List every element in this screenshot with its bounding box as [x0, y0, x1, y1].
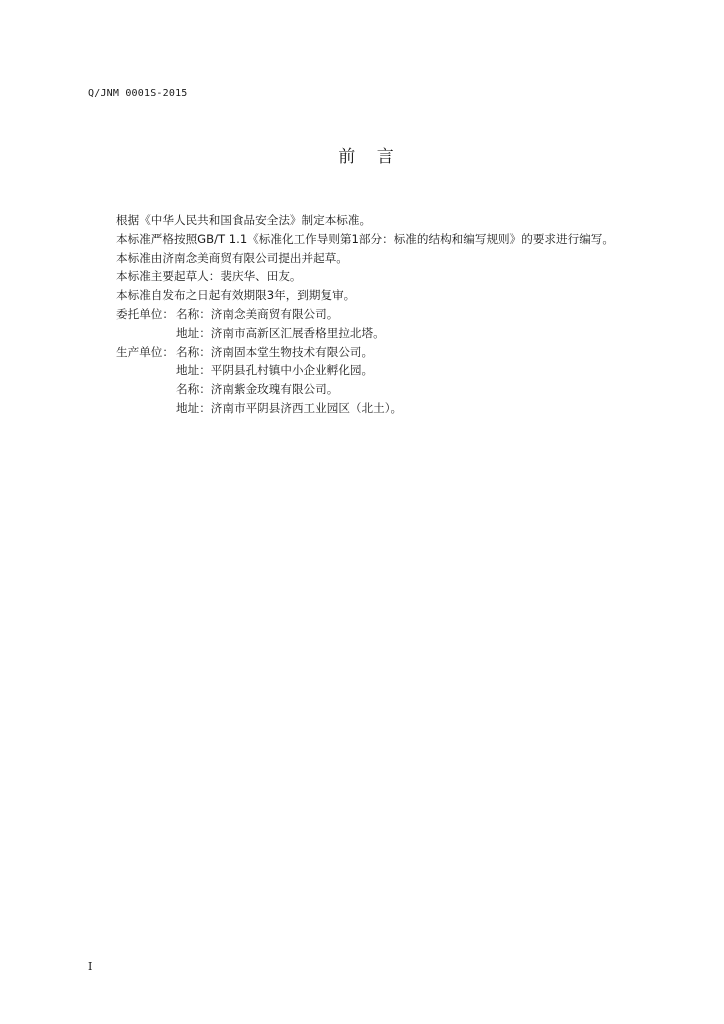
entrusting-unit-label: 委托单位：: [116, 306, 174, 321]
page-number: I: [88, 960, 93, 973]
production-unit-row: [116, 380, 696, 399]
standard-code: Q/JNM 0001S-2015: [88, 88, 188, 99]
production-unit-label: 生产单位：: [116, 344, 174, 359]
paragraph: 本标准主要起草人：裴庆华、田友。: [116, 269, 302, 284]
paragraph: 本标准自发布之日起有效期限3年，到期复审。: [116, 288, 356, 303]
production-unit-row: [116, 399, 696, 418]
production-unit-row: [116, 361, 696, 380]
foreword-body: [116, 211, 696, 418]
production-unit-row: [116, 343, 696, 362]
entrusting-unit-row: [116, 305, 696, 324]
production-unit-name: 名称：济南固本堂生物技术有限公司。: [176, 344, 374, 359]
entrusting-unit-name: 名称：济南念美商贸有限公司。: [176, 306, 339, 321]
paragraph: 根据《中华人民共和国食品安全法》制定本标准。: [116, 213, 372, 227]
paragraph: 本标准由济南念美商贸有限公司提出并起草。: [116, 250, 348, 265]
production-unit-address: 地址：平阴县孔村镇中小企业孵化园。: [176, 363, 374, 378]
entrusting-unit-row: [116, 324, 696, 343]
entrusting-unit-address: 地址：济南市高新区汇展香格里拉北塔。: [176, 325, 385, 340]
production-unit-name: 名称：济南紫金玫瑰有限公司。: [176, 382, 339, 397]
paragraph: 本标准严格按照GB/T 1.1《标准化工作导则第1部分：标准的结构和编写规则》的要求进行编写。: [116, 231, 614, 246]
page-title: 前 言: [338, 147, 402, 167]
production-unit-address: 地址：济南市平阴县济西工业园区（北土）。: [176, 400, 403, 415]
